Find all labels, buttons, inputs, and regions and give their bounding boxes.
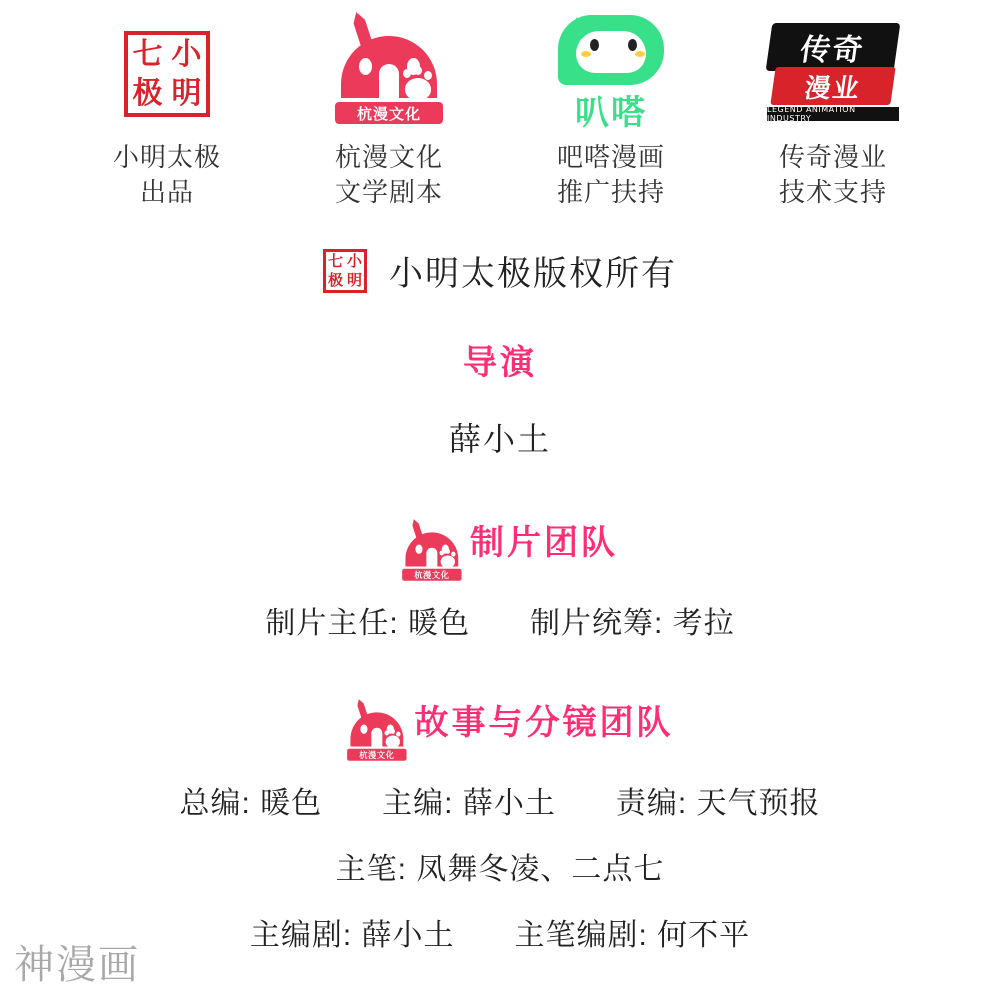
- credit-item: 总编: 暖色: [179, 787, 323, 821]
- paw-icon: [441, 556, 455, 568]
- sponsor-caption: [113, 140, 221, 210]
- hangman-m-logo-shape: [331, 18, 447, 130]
- section-heading-text: 故事与分镜团队: [414, 703, 674, 742]
- sponsor-caption-line1: 小明太极: [112, 142, 221, 172]
- hangman-m-logo-icon: [382, 506, 452, 581]
- credit-line: [0, 778, 1000, 822]
- sponsor-xiaoming-taiji: [56, 14, 278, 210]
- section-heading-text: 制片团队: [470, 523, 618, 562]
- seal-char-3: 极: [132, 75, 163, 111]
- m-eye-left: [360, 725, 367, 734]
- cat-eye-right: [628, 39, 637, 51]
- section-heading-row: [0, 686, 1000, 761]
- sponsor-legend-animation: [722, 14, 944, 210]
- sponsor-caption-line2: 技术支持: [778, 177, 887, 208]
- hangman-m-logo-icon: [327, 686, 397, 761]
- section-heading-row: [0, 506, 1000, 581]
- bada-cat-logo-shape: [536, 15, 686, 133]
- copyright-row: [0, 246, 1000, 295]
- cat-eye-left: [590, 39, 599, 51]
- seal-char-1: 七: [132, 36, 163, 72]
- sponsor-row: [0, 0, 1000, 210]
- credit-item: 主笔: 凤舞冬凌、二点七: [335, 853, 665, 887]
- credit-item: 制片统筹: 考拉: [530, 607, 735, 641]
- sponsor-caption-line1: 吧嗒漫画: [556, 142, 665, 172]
- m-notch-shape: [371, 728, 382, 748]
- credit-line: [0, 598, 1000, 642]
- credit-item: 主编剧: 薛小土: [249, 919, 455, 953]
- sponsor-caption: [779, 140, 887, 210]
- credit-line: [0, 844, 1000, 888]
- copyright-seal-char-3: 极: [327, 270, 343, 289]
- section-production-team: [0, 506, 1000, 642]
- seal-stamp-shape: [124, 31, 210, 117]
- sponsor-bada-comics: [500, 14, 722, 210]
- hangman-m-logo-icon: [331, 14, 447, 134]
- copyright-seal-icon: [323, 249, 367, 293]
- seal-stamp-icon: [124, 14, 210, 134]
- pencil-icon: [412, 523, 423, 539]
- sponsor-caption: [335, 140, 443, 210]
- watermark: 神漫画: [14, 943, 140, 987]
- copyright-text: 小明太极版权所有: [389, 255, 677, 294]
- credit-line: [0, 910, 1000, 954]
- credit-item: 主笔编剧: 何不平: [514, 919, 751, 953]
- legend-top-text: 传奇: [766, 23, 901, 71]
- copyright-seal-char-1: 七: [327, 251, 343, 270]
- section-story-storyboard-team: [0, 686, 1000, 954]
- paw-icon: [405, 78, 431, 100]
- cat-cheek-left: [581, 51, 591, 57]
- m-logo-band: 杭漫文化: [402, 569, 461, 581]
- seal-char-4: 明: [171, 75, 202, 111]
- m-logo-band: 杭漫文化: [335, 102, 443, 124]
- pencil-icon: [357, 703, 368, 719]
- seal-char-2: 小: [171, 36, 202, 72]
- section-heading-text: 导演: [463, 344, 537, 383]
- sponsor-hangman-culture: [278, 14, 500, 210]
- section-director: [0, 335, 1000, 460]
- copyright-seal-char-2: 小: [346, 251, 362, 270]
- sponsor-caption-line2: 文学剧本: [334, 177, 443, 208]
- paw-icon: [385, 736, 399, 748]
- legend-mid-text: 漫业: [770, 67, 895, 105]
- legend-animation-logo-icon: [763, 14, 903, 134]
- hangman-m-logo-shape: [400, 523, 450, 581]
- m-notch-shape: [379, 64, 399, 100]
- director-name: 薛小土: [448, 421, 551, 458]
- sponsor-caption-line1: 传奇漫业: [778, 142, 887, 172]
- bada-wordmark: 叭嗒: [575, 93, 647, 133]
- pencil-icon: [353, 19, 372, 47]
- m-logo-band: 杭漫文化: [347, 749, 406, 761]
- copyright-seal-char-4: 明: [346, 270, 362, 289]
- credit-item: 制片主任: 暖色: [265, 607, 470, 641]
- sponsor-caption: [557, 140, 665, 210]
- cat-cheek-right: [635, 51, 645, 57]
- credit-item: 责编: 天气预报: [615, 787, 821, 821]
- sponsor-caption-line2: 推广扶持: [556, 177, 665, 208]
- m-eye-left: [359, 58, 372, 75]
- bada-cat-logo-icon: [536, 14, 686, 134]
- legend-logo-shape: [763, 19, 903, 129]
- hangman-m-logo-shape: [344, 703, 394, 761]
- credit-item: 主编: 薛小土: [382, 787, 556, 821]
- sponsor-caption-line1: 杭漫文化: [334, 142, 443, 172]
- m-notch-shape: [426, 548, 437, 568]
- section-heading-row: [0, 335, 1000, 384]
- sponsor-caption-line2: 出品: [139, 177, 194, 208]
- legend-bar-text: LEGEND ANIMATION INDUSTRY: [767, 107, 899, 121]
